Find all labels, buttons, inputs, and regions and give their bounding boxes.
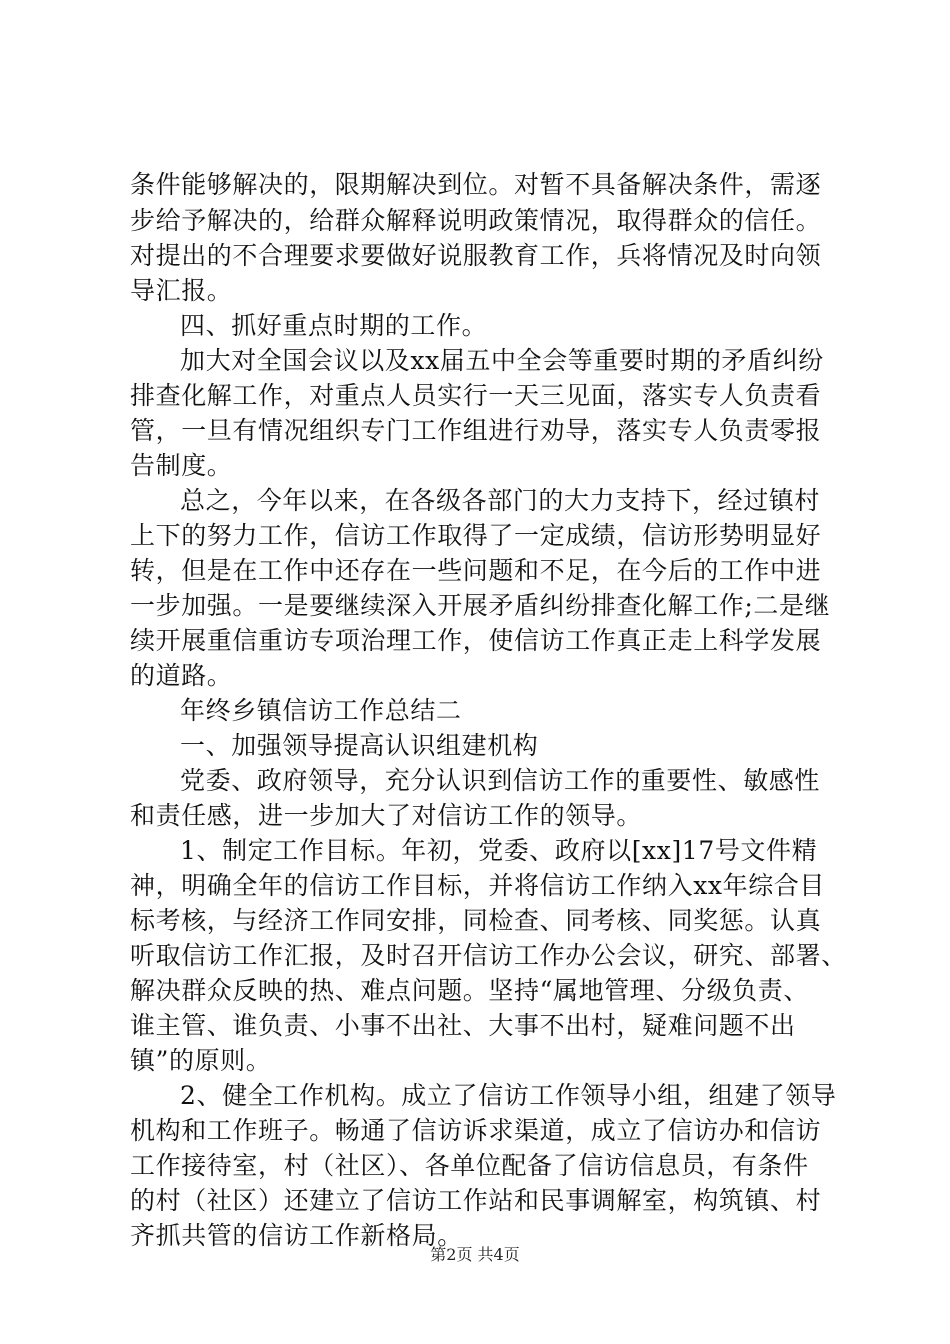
text-line: 续开展重信重访专项治理工作，使信访工作真正走上科学发展 xyxy=(130,626,822,655)
text-line: 解决群众反映的热、难点问题。坚持“属地管理、分级负责、 xyxy=(130,976,809,1005)
text-line: 上下的努力工作，信访工作取得了一定成绩，信访形势明显好 xyxy=(130,521,822,550)
text-line: 标考核，与经济工作同安排，同检查、同考核、同奖惩。认真 xyxy=(130,906,822,935)
text-line: 的道路。 xyxy=(130,661,233,690)
text-line: 1、制定工作目标。年初，党委、政府以[xx]17号文件精 xyxy=(180,836,818,865)
page-number-footer: 第2页 共4页 xyxy=(430,1245,520,1264)
text-line: 谁主管、谁负责、小事不出社、大事不出村，疑难问题不出 xyxy=(130,1011,796,1040)
text-line: 导汇报。 xyxy=(130,276,233,305)
text-line: 步给予解决的，给群众解释说明政策情况，取得群众的信任。 xyxy=(130,206,822,235)
text-line: 的村（社区）还建立了信访工作站和民事调解室，构筑镇、村 xyxy=(130,1186,822,1215)
text-line: 总之，今年以来，在各级各部门的大力支持下，经过镇村 xyxy=(180,486,821,515)
text-line: 告制度。 xyxy=(130,451,233,480)
text-line: 机构和工作班子。畅通了信访诉求渠道，成立了信访办和信访 xyxy=(130,1116,822,1145)
section-heading: 四、抓好重点时期的工作。 xyxy=(180,311,488,340)
text-line: 管，一旦有情况组织专门工作组进行劝导，落实专人负责零报 xyxy=(130,416,822,445)
section-title: 年终乡镇信访工作总结二 xyxy=(180,696,462,725)
text-line: 镇”的原则。 xyxy=(130,1046,272,1075)
text-line: 一步加强。一是要继续深入开展矛盾纠纷排查化解工作;二是继 xyxy=(130,591,831,620)
text-line: 和责任感，进一步加大了对信访工作的领导。 xyxy=(130,801,643,830)
text-line: 排查化解工作，对重点人员实行一天三见面，落实专人负责看 xyxy=(130,381,822,410)
text-line: 转，但是在工作中还存在一些问题和不足，在今后的工作中进 xyxy=(130,556,822,585)
text-line: 条件能够解决的，限期解决到位。对暂不具备解决条件，需逐 xyxy=(130,170,822,199)
text-line: 对提出的不合理要求要做好说服教育工作，兵将情况及时向领 xyxy=(130,241,822,270)
text-line: 工作接待室，村（社区）、各单位配备了信访信息员，有条件 xyxy=(130,1151,809,1180)
text-line: 齐抓共管的信访工作新格局。 xyxy=(130,1221,463,1250)
text-line: 听取信访工作汇报，及时召开信访工作办公会议，研究、部署、 xyxy=(130,941,847,970)
section-heading: 一、加强领导提高认识组建机构 xyxy=(180,731,539,760)
text-line: 2、健全工作机构。成立了信访工作领导小组，组建了领导 xyxy=(180,1081,837,1110)
text-line: 党委、政府领导，充分认识到信访工作的重要性、敏感性 xyxy=(180,766,821,795)
text-line: 神，明确全年的信访工作目标，并将信访工作纳入xx年综合目 xyxy=(130,871,826,900)
text-line: 加大对全国会议以及xx届五中全会等重要时期的矛盾纠纷 xyxy=(180,346,824,375)
